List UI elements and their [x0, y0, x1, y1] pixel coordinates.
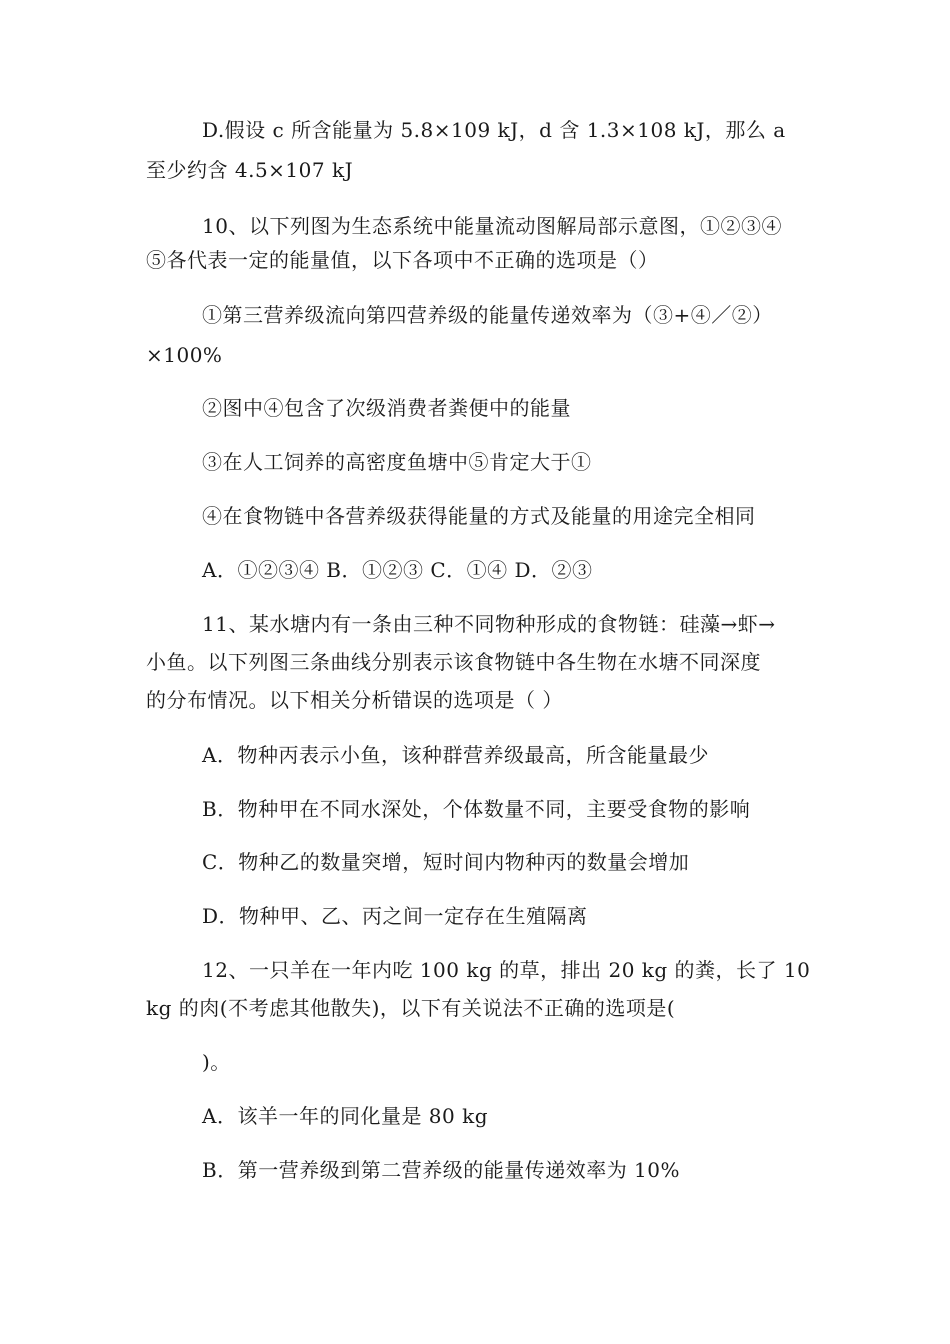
q12-option-b: B．第一营养级到第二营养级的能量传递效率为 10% — [202, 1158, 681, 1182]
q9-option-d-line2: 至少约含 4.5×107 kJ — [146, 158, 354, 182]
q11-option-b: B．物种甲在不同水深处，个体数量不同，主要受食物的影响 — [202, 797, 751, 821]
q11-stem-line3: 的分布情况。以下相关分析错误的选项是（ ） — [146, 688, 563, 712]
q12-stem-line2: kg 的肉(不考虑其他散失)，以下有关说法不正确的选项是( — [146, 996, 676, 1020]
q10-stem-line1: 10、以下列图为生态系统中能量流动图解局部示意图，①②③④ — [202, 214, 782, 238]
q11-stem-line2: 小鱼。以下列图三条曲线分别表示该食物链中各生物在水塘不同深度 — [146, 650, 761, 674]
q10-statement-1-line1: ①第三营养级流向第四营养级的能量传递效率为（③+④／②） — [202, 303, 773, 327]
q9-option-d-line1: D.假设 c 所含能量为 5.8×109 kJ，d 含 1.3×108 kJ，那么 a — [202, 118, 786, 142]
q11-option-c: C．物种乙的数量突增，短时间内物种丙的数量会增加 — [202, 850, 690, 874]
q10-statement-1-line2: ×100% — [146, 343, 223, 367]
q11-option-d: D．物种甲、乙、丙之间一定存在生殖隔离 — [202, 904, 588, 928]
q10-statement-3: ③在人工饲养的高密度鱼塘中⑤肯定大于① — [202, 450, 592, 474]
q10-options: A．①②③④ B．①②③ C．①④ D．②③ — [202, 558, 593, 582]
q10-statement-2: ②图中④包含了次级消费者粪便中的能量 — [202, 396, 571, 420]
q10-statement-4: ④在食物链中各营养级获得能量的方式及能量的用途完全相同 — [202, 504, 756, 528]
q11-option-a: A．物种丙表示小鱼，该种群营养级最高，所含能量最少 — [202, 743, 709, 767]
q12-option-a: A．该羊一年的同化量是 80 kg — [202, 1104, 489, 1128]
q10-stem-line2: ⑤各代表一定的能量值，以下各项中不正确的选项是（） — [146, 248, 659, 272]
q12-stem-line1: 12、一只羊在一年内吃 100 kg 的草，排出 20 kg 的粪，长了 10 — [202, 958, 811, 982]
q11-stem-line1: 11、某水塘内有一条由三种不同物种形成的食物链：硅藻→虾→ — [202, 612, 776, 636]
q12-stem-line3: )。 — [202, 1050, 231, 1074]
